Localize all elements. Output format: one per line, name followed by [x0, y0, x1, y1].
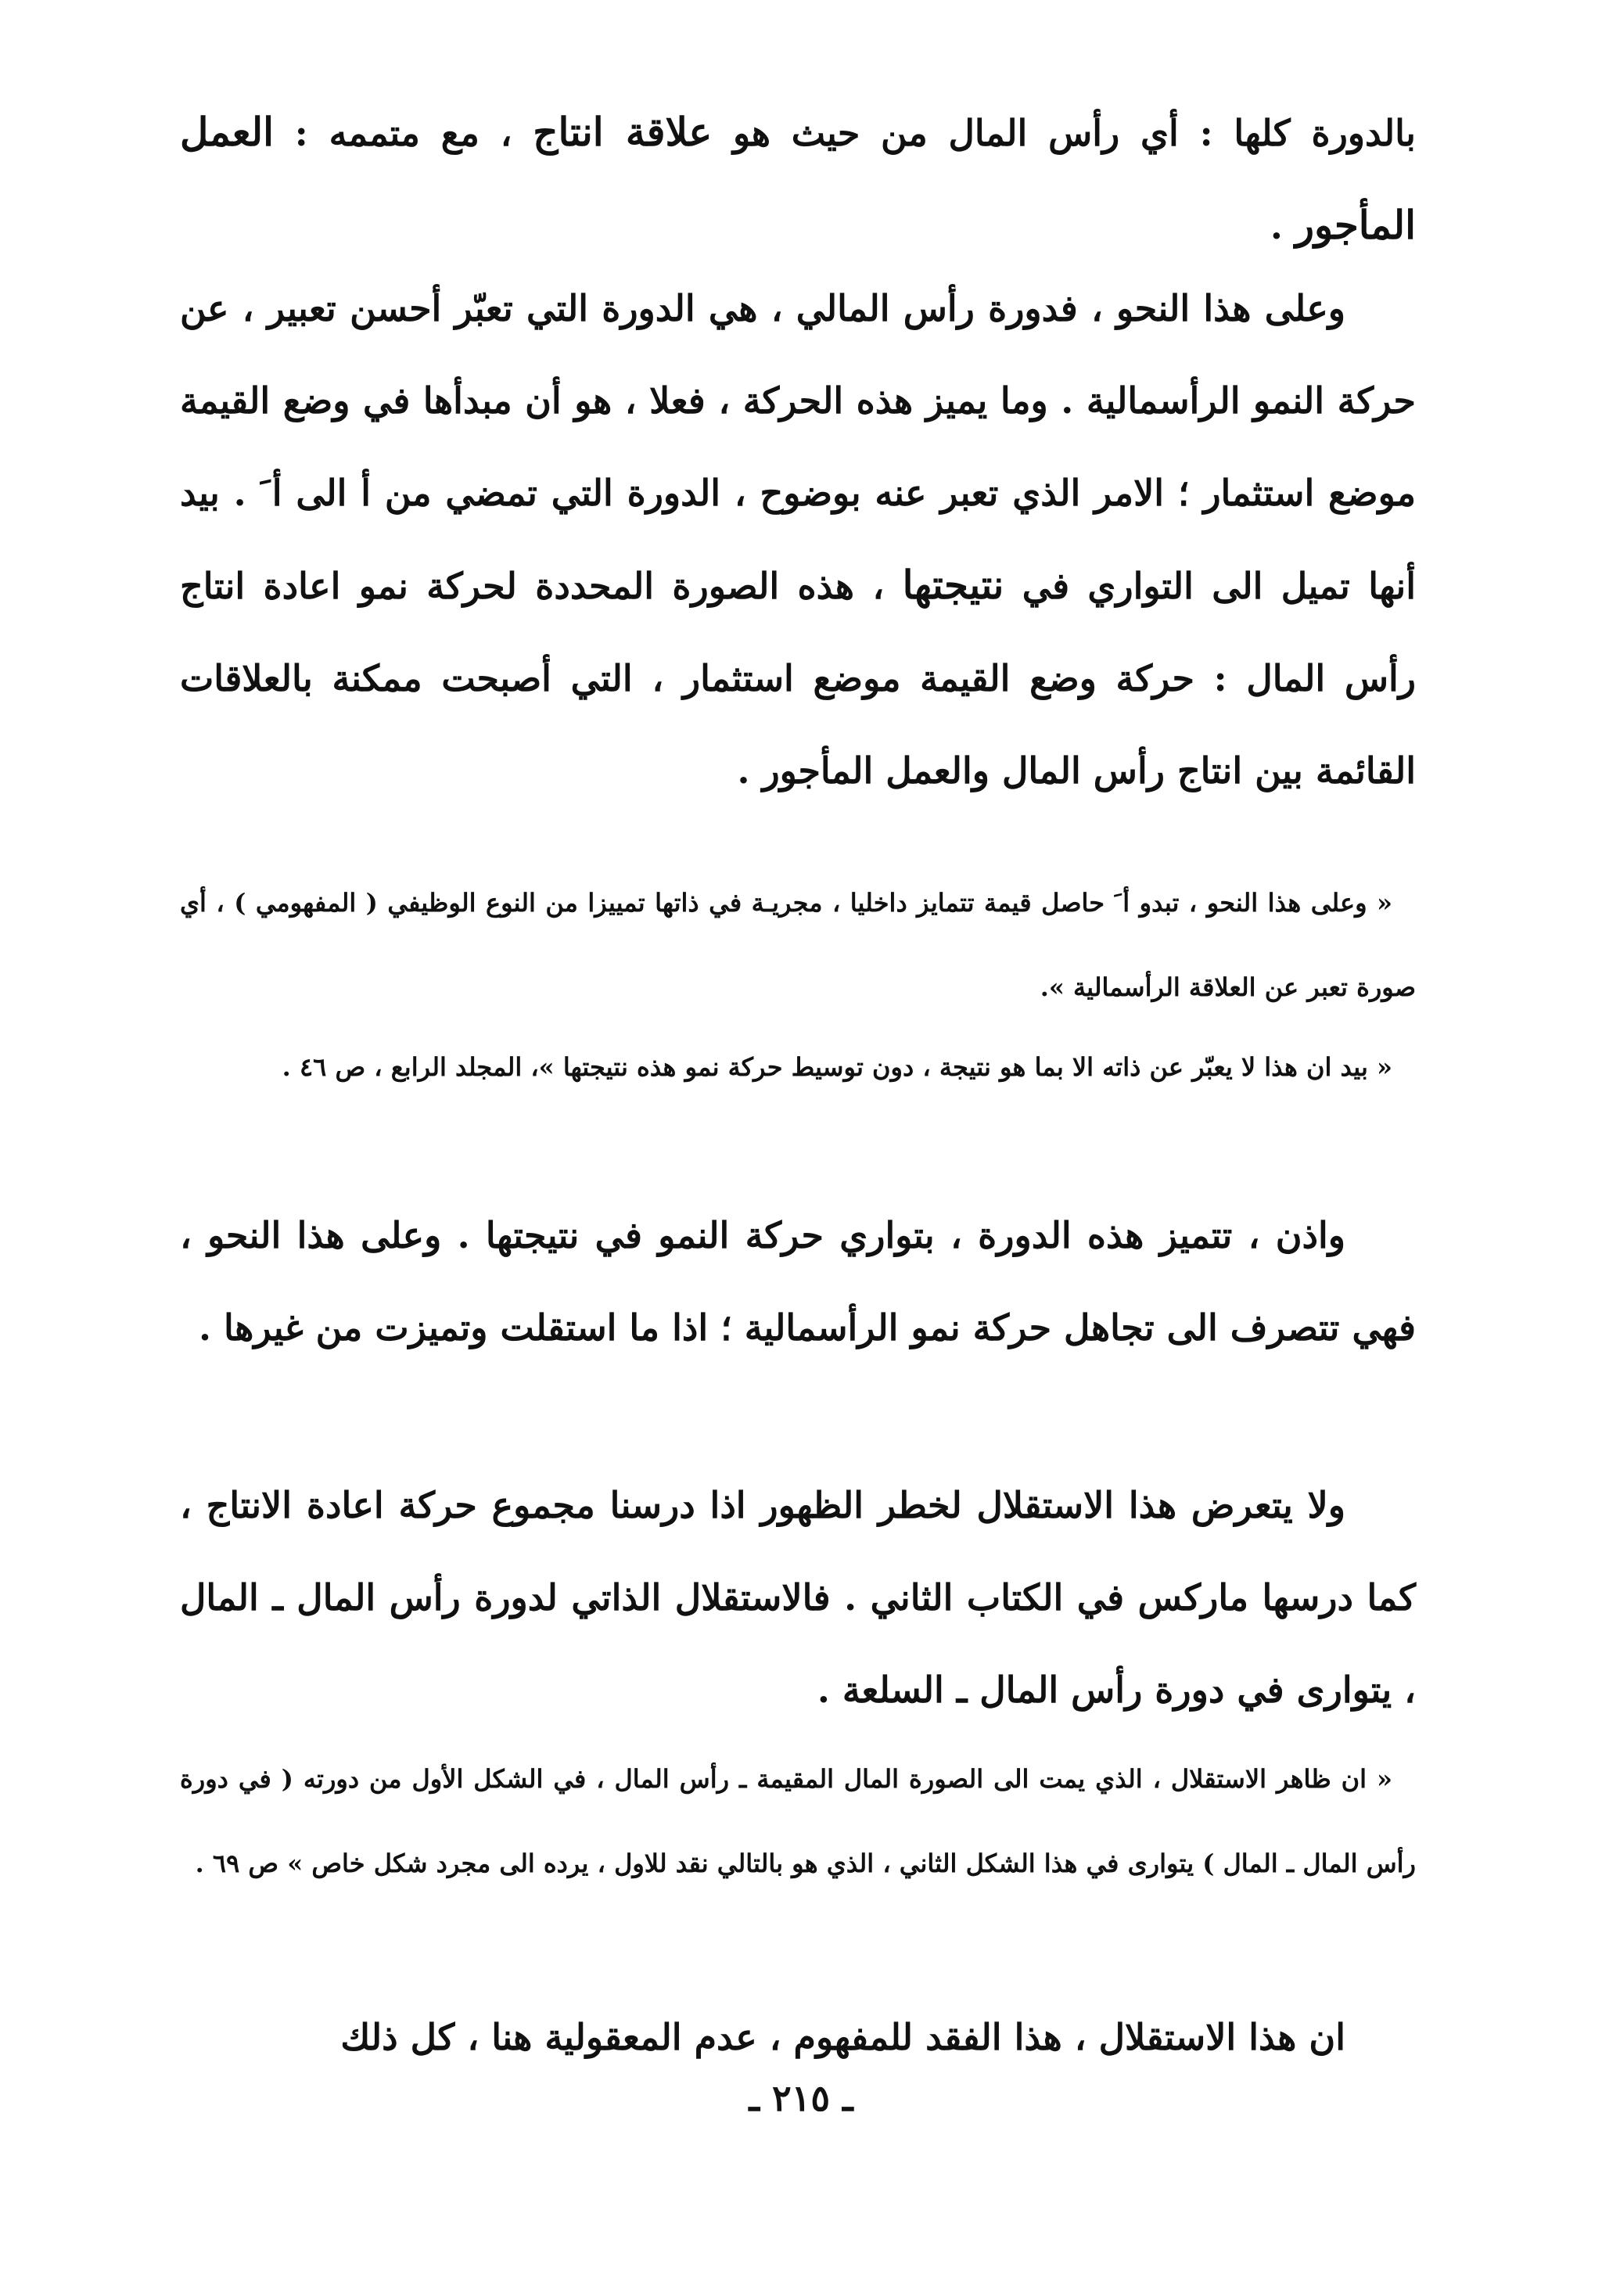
- page-number: ـ ٢١٥ ـ: [749, 2077, 853, 2119]
- paragraph-2: [180, 262, 1416, 817]
- paragraph-1: [180, 86, 1416, 272]
- paragraph-1-emphasis-2: العمل المأجور: [180, 109, 1416, 248]
- footnote-1: « وعلى هذا النحو ، تبدو أ َ حاصل قيمة تتمايز داخليا ، مجريـة في ذاتها تمييزا من النوع الوظيفي ( المفهومي ) ، أي صورة تعبر عن العلاقة الرأسمالية ».: [180, 888, 1416, 1002]
- paragraph-2-tail: ، هذه الصورة المحددة لحركة نمو اعادة انتاج رأس المال : حركة وضع القيمة موضع استثمار ، التي أصبحت ممكنة بالعلاقات القائمة بين انتاج رأس المال والعمل المأجور .: [180, 565, 1416, 792]
- footnote-2: « بيد ان هذا لا يعبّر عن ذاته الا بما هو نتيجة ، دون توسيط حركة نمو هذه نتيجتها »، المجلد الرابع ، ص ٤٦ .: [282, 1052, 1392, 1082]
- paragraph-4: ولا يتعرض هذا الاستقلال لخطر الظهور اذا درسنا مجموع حركة اعادة الانتاج ، كما درسها ماركس في الكتاب الثاني . فالاستقلال الذاتي لدورة رأس المال ـ المال ، يتوارى في دورة رأس المال ـ السلعة .: [180, 1484, 1416, 1711]
- paragraph-5: ان هذا الاستقلال ، هذا الفقد للمفهوم ، عدم المعقولية هنا ، كل ذلك: [340, 2016, 1345, 2058]
- paragraph-1-middle: ، مع متممه :: [274, 112, 533, 154]
- paragraph-2-emphasis: نتيجتها: [902, 562, 1004, 608]
- paragraph-1-emphasis: علاقة انتاج: [533, 109, 713, 155]
- paragraph-1-tail: .: [1270, 205, 1295, 247]
- paragraph-2-lead: وعلى هذا النحو ، فدورة رأس المالي ، هي الدورة التي تعبّر أحسن تعبير ، عن حركة النمو الرأسمالية . وما يميز هذه الحركة ، فعلا ، هو أن مبدأها في وضع القيمة موضع استثمار ؛ الامر الذي تعبر عنه بوضوح ، الدورة التي تمضي من أ الى أ َ . بيد أنها تميل الى التواري في: [180, 287, 1416, 607]
- paragraph-1-lead: بالدورة كلها : أي رأس المال من حيث هو: [712, 112, 1416, 154]
- paragraph-3: واذن ، تتميز هذه الدورة ، بتواري حركة النمو في نتيجتها . وعلى هذا النحو ، فهي تتصرف الى تجاهل حركة نمو الرأسمالية ؛ اذا ما استقلت وتميزت من غيرها .: [180, 1214, 1416, 1349]
- footnote-3: « ان ظاهر الاستقلال ، الذي يمت الى الصورة المال المقيمة ـ رأس المال ، في الشكل الأول من دورته ( في دورة رأس المال ـ المال ) يتوارى في هذا الشكل الثاني ، الذي هو بالتالي نقد للاول ، يرده الى مجرد شكل خاص » ص ٦٩ .: [180, 1764, 1416, 1878]
